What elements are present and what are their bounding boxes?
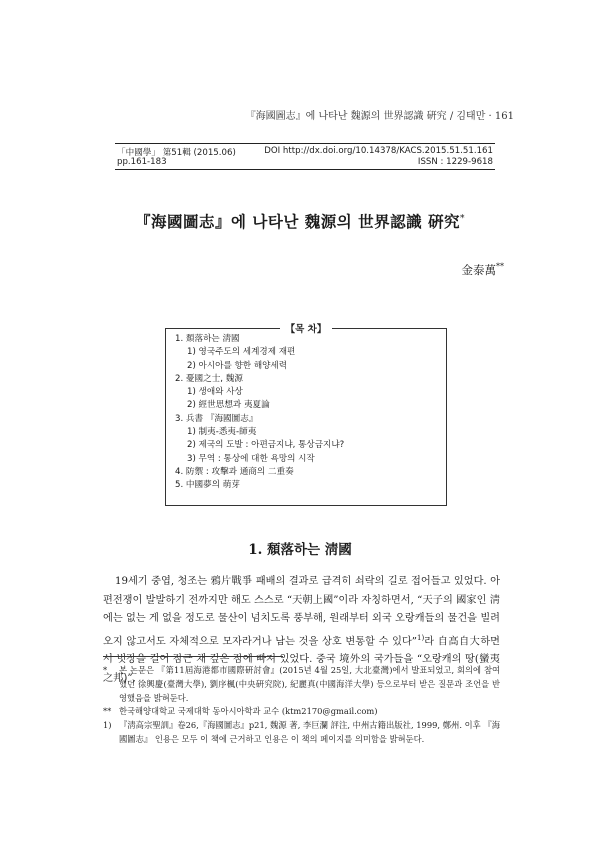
toc-item: 2) 아시아를 향한 해양세력 <box>187 360 288 371</box>
footnote-text: 한국해양대학교 국제대학 동아시아학과 교수 (ktm2170@gmail.com) <box>119 706 378 717</box>
issn: ISSN : 1229-9618 <box>417 157 493 167</box>
paragraph-text-main: 19세기 중엽, 청조는 鴉片戰爭 패배의 결과로 급격히 쇠락의 길로 접어들고 있었다. 아편전쟁이 발발하기 전까지만 해도 스스로 “天朝上國”이라 자칭하면서, “天子의 國家인 淸에는 없는 게 없을 정도로 물산이 넘치도록 풍부해, 원래부터 외국 오랑캐들의 물건을 빌려오지 않고서도 자체적으로 모자라거나 남는 것을 상호 변통할 수 있다” <box>103 576 500 647</box>
journal-name: 「中國學」 第51輯 (2015.06) <box>117 148 236 158</box>
doi-link[interactable]: DOI http://dx.doi.org/10.14378/KACS.2015.51.51.161 <box>264 146 493 156</box>
paragraph-text-tail: 라 自高自大하면서 빗장을 걸어 잠근 채 깊은 잠에 빠져 있었다. 중국 境外의 국가들을 “오랑캐의 땅(蠻夷之邦)”, <box>103 635 500 684</box>
paper-title-text: 『海國圖志』에 나타난 魏源의 世界認識 硏究 <box>135 212 460 231</box>
toc-item: 2. 憂國之士, 魏源 <box>175 373 243 384</box>
page-range: pp.161-183 <box>117 157 167 167</box>
toc-list <box>175 333 442 493</box>
toc-item: 5. 中國夢의 萌芽 <box>175 480 240 491</box>
footnotes <box>103 664 500 747</box>
footnote <box>103 664 500 705</box>
toc-item: 2) 제국의 도발 : 아편금지냐, 통상금지냐? <box>187 440 345 451</box>
author <box>462 262 505 278</box>
running-head: 『海國圖志』에 나타난 魏源의 世界認識 硏究 / 김태만 · 161 <box>245 111 514 122</box>
footnote-mark: ** <box>103 706 112 717</box>
toc-item: 1. 頹落하는 淸國 <box>175 334 240 344</box>
journal-info-box <box>115 143 495 170</box>
footnote <box>103 719 500 747</box>
author-name: 金泰萬 <box>461 263 496 277</box>
footnote-divider <box>103 656 283 657</box>
footnote-mark: * <box>103 665 108 675</box>
toc-item: 2) 經世思想과 夷夏論 <box>187 400 270 411</box>
toc-item: 3) 무역 : 통상에 대한 욕망의 시작 <box>187 453 315 464</box>
toc-title: 【목 차】 <box>280 321 333 335</box>
toc-item: 4. 防禦 : 攻擊과 通商의 二重奏 <box>175 466 294 477</box>
paper-title <box>0 210 600 232</box>
footnote <box>103 705 500 719</box>
toc-item: 1) 생애와 사상 <box>187 387 243 398</box>
table-of-contents <box>165 324 447 506</box>
footnote-ref[interactable]: 1) <box>417 633 425 642</box>
footnote-text: 『淸高宗聖訓』卷26,『海國圖志』p21, 魏源 著, 李巨瀾 評注, 中州古籍出版社, 1999, 鄭州. 이후 『海國圖志』 인용은 모두 이 책에 근거하고 인용은 이 책의 페이지를 의미함을 밝혀둔다. <box>119 720 500 744</box>
footnote-text: 본 논문은 『第11屆海港都市國際硏討會』(2015년 4월 25일, 大北臺灣)에서 발표되었고, 회의에 참여했던 徐興慶(臺灣大學), 劉序楓(中央硏究院), 紀麗真(中國海洋大學) 등으로부터 받은 질문과 조언을 반영했음을 밝혀둔다. <box>119 665 500 703</box>
author-footnote-mark: ** <box>496 262 504 272</box>
footnote-mark: 1) <box>103 720 112 731</box>
toc-item: 3. 兵書 『海國圖志』 <box>175 413 258 424</box>
title-footnote-mark: * <box>459 213 465 224</box>
section-heading: 1. 頹落하는 淸國 <box>248 542 352 558</box>
toc-item: 1) 영국주도의 세계경제 재편 <box>187 347 296 358</box>
toc-item: 1) 制夷-悉夷-師夷 <box>187 427 257 438</box>
